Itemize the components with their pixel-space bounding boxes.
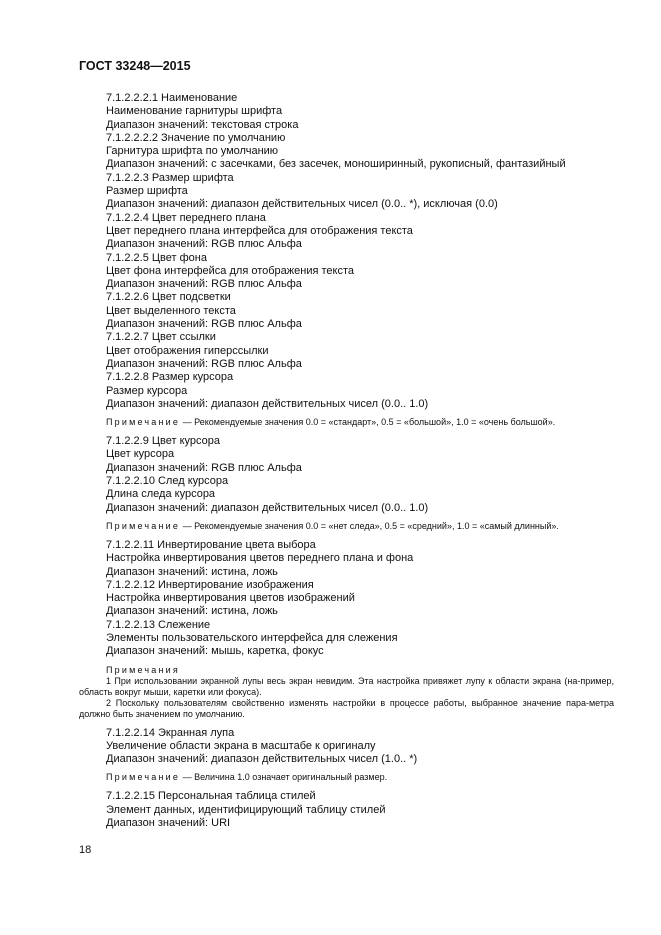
text-line: Гарнитура шрифта по умолчанию [106, 145, 279, 158]
notes-title: Примечания [106, 664, 180, 675]
text-line: Диапазон значений: диапазон действительных чисел (0.0.. *), исключая (0.0) [106, 198, 498, 211]
text-line: Диапазон значений: с засечками, без засечек, моноширинный, рукописный, фантазийный [106, 158, 566, 171]
text-line: 7.1.2.2.2.2 Значение по умолчанию [106, 131, 286, 144]
text-line: 7.1.2.2.14 Экранная лупа [106, 726, 235, 739]
text-line: Цвет отображения гиперссылки [106, 344, 269, 357]
text-line: Цвет фона интерфейса для отображения текста [106, 264, 354, 277]
text-line: 7.1.2.2.12 Инвертирование изображения [106, 578, 314, 591]
document-header: ГОСТ 33248—2015 [79, 59, 191, 73]
text-line: Элементы пользовательского интерфейса для слежения [106, 631, 398, 644]
text-line: 7.1.2.2.7 Цвет ссылки [106, 331, 216, 344]
note-text: — Величина 1.0 означает оригинальный размер. [180, 772, 388, 783]
text-line: Диапазон значений: мышь, каретка, фокус [106, 645, 324, 658]
text-line: Диапазон значений: текстовая строка [106, 118, 299, 131]
note-label: Примечание [106, 417, 181, 428]
text-line: Диапазон значений: истина, ложь [106, 605, 278, 618]
text-line: Диапазон значений: RGB плюс Альфа [106, 238, 302, 251]
text-line: Настройка инвертирования цветов изображений [106, 592, 355, 605]
text-line: 7.1.2.2.13 Слежение [106, 618, 211, 631]
text-line: 7.1.2.2.5 Цвет фона [106, 251, 207, 264]
text-line: Диапазон значений: диапазон действительных чисел (0.0.. 1.0) [106, 501, 429, 514]
text-line: Длина следа курсора [106, 488, 216, 501]
text-line: Диапазон значений: RGB плюс Альфа [106, 278, 302, 291]
text-line: Диапазон значений: RGB плюс Альфа [106, 461, 302, 474]
note-label: Примечание [106, 772, 181, 783]
text-line: 7.1.2.2.6 Цвет подсветки [106, 291, 231, 304]
text-line: 7.1.2.2.10 След курсора [106, 475, 229, 488]
note-label: Примечание [106, 520, 181, 531]
text-line: 7.1.2.2.11 Инвертирование цвета выбора [106, 538, 316, 551]
note [79, 521, 614, 532]
text-line: 7.1.2.2.8 Размер курсора [106, 371, 234, 384]
document-body [79, 92, 614, 830]
text-line: Диапазон значений: истина, ложь [106, 565, 278, 578]
text-line: Наименование гарнитуры шрифта [106, 105, 283, 118]
note-paragraph: 1 При использовании экранной лупы весь экран невидим. Эта настройка привяжет лупу к области экрана (на-пример, область вокруг мыши, каретки или фокуса). [79, 675, 614, 697]
text-line: Диапазон значений: диапазон действительных чисел (1.0.. *) [106, 753, 418, 766]
text-line: 7.1.2.2.9 Цвет курсора [106, 435, 220, 448]
text-line: Размер шрифта [106, 185, 188, 198]
text-line: 7.1.2.2.4 Цвет переднего плана [106, 211, 266, 224]
text-line: Цвет курсора [106, 448, 175, 461]
text-line: Цвет выделенного текста [106, 304, 236, 317]
page-number: 18 [79, 844, 92, 856]
text-line: Цвет переднего плана интерфейса для отображения текста [106, 224, 413, 237]
text-line: Диапазон значений: RGB плюс Альфа [106, 357, 302, 370]
note-paragraph: 2 Поскольку пользователям свойственно изменять настройки в процессе работы, выбранное значение пара-метра должно быть значением по умолчанию. [79, 697, 614, 719]
text-line: 7.1.2.2.15 Персональная таблица стилей [106, 790, 316, 803]
text-line: Настройка инвертирования цветов переднего плана и фона [106, 552, 414, 565]
text-line: 7.1.2.2.3 Размер шрифта [106, 171, 234, 184]
text-line: Диапазон значений: URI [106, 817, 231, 830]
text-line: Диапазон значений: RGB плюс Альфа [106, 318, 302, 331]
text-line: Элемент данных, идентифицирующий таблицу стилей [106, 803, 386, 816]
text-line: Диапазон значений: диапазон действительных чисел (0.0.. 1.0) [106, 397, 429, 410]
text-line: Увеличение области экрана в масштабе к оригиналу [106, 739, 376, 752]
note-text: — Рекомендуемые значения 0.0 = «нет следа», 0.5 = «средний», 1.0 = «самый длинный». [180, 520, 559, 531]
note-text: — Рекомендуемые значения 0.0 = «стандарт», 0.5 = «большой», 1.0 = «очень большой». [180, 417, 556, 428]
text-line: Размер курсора [106, 384, 188, 397]
text-line: 7.1.2.2.2.1 Наименование [106, 92, 238, 104]
note [79, 417, 614, 428]
note [79, 772, 614, 783]
